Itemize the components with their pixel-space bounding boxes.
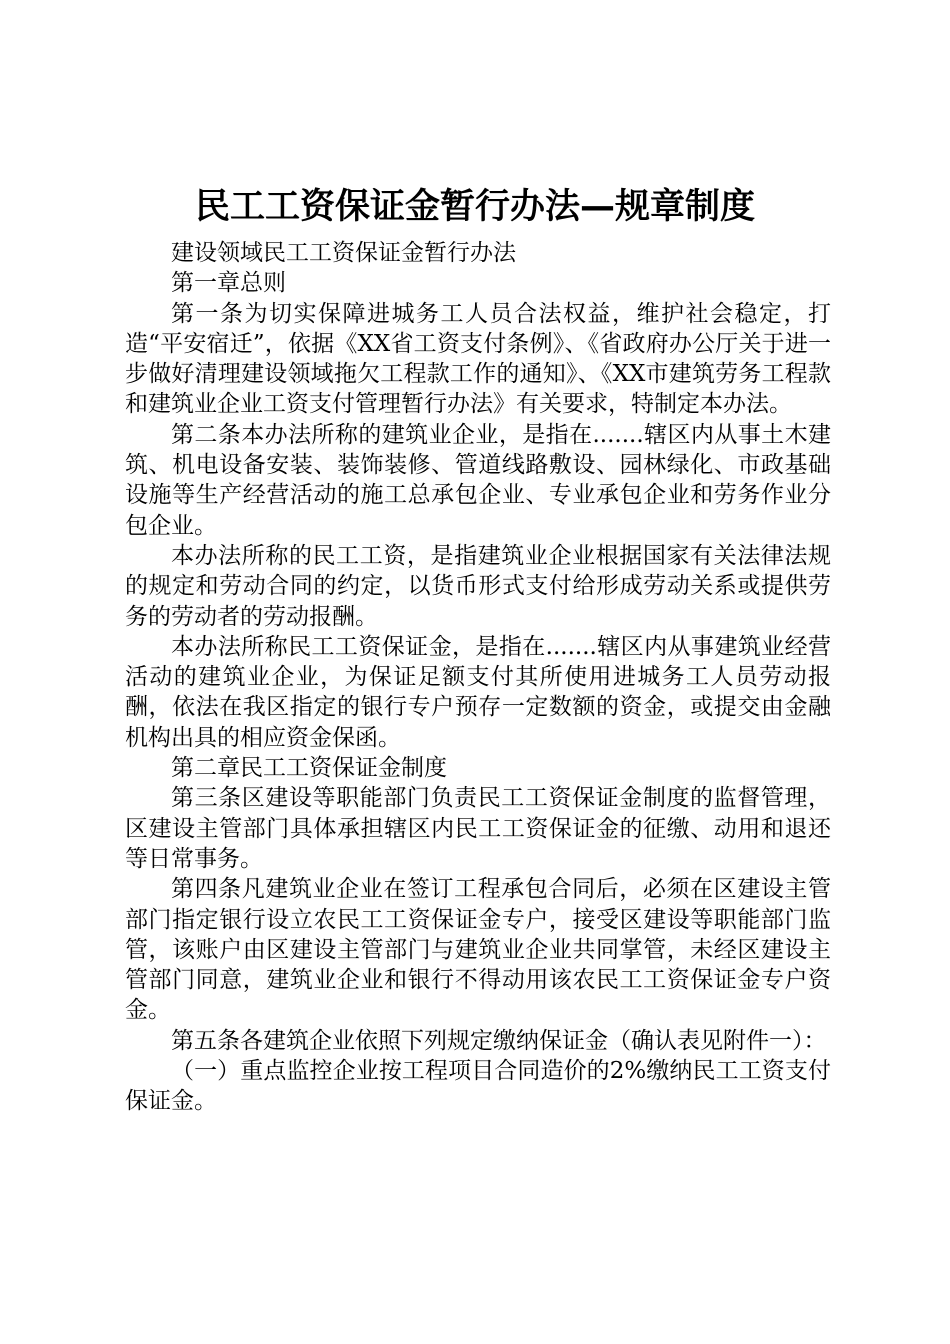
document-body <box>125 238 831 1117</box>
article-paragraph: 本办法所称的民工工资，是指建筑业企业根据国家有关法律法规的规定和劳动合同的约定，以货币形式支付给形成劳动关系或提供劳务的劳动者的劳动报酬。 <box>125 542 831 630</box>
chapter-heading: 第二章民工工资保证金制度 <box>171 755 447 782</box>
article-paragraph: 第三条区建设等职能部门负责民工工资保证金制度的监督管理，区建设主管部门具体承担辖区内民工工资保证金的征缴、动用和退还等日常事务。 <box>125 785 831 872</box>
chapter-heading: 第一章总则 <box>171 270 286 297</box>
subtitle-paragraph: 建设领域民工工资保证金暂行办法 <box>171 240 516 266</box>
document-title: 民工工资保证金暂行办法—规章制度 <box>194 187 755 227</box>
list-item-paragraph: （一）重点监控企业按工程项目合同造价的2%缴纳民工工资支付保证金。 <box>125 1058 831 1115</box>
article-paragraph: 第一条为切实保障进城务工人员合法权益，维护社会稳定，打造“平安宿迁”，依据《XX省工资支付条例》、《省政府办公厅关于进一步做好清理建设领域拖欠工程款工作的通知》、《XX市建筑劳务工程款和建筑业企业工资支付管理暂行办法》有关要求，特制定本办法。 <box>125 300 831 418</box>
article-paragraph: 本办法所称民工工资保证金，是指在.......辖区内从事建筑业经营活动的建筑业企业，为保证足额支付其所使用进城务工人员劳动报酬，依法在我区指定的银行专户预存一定数额的资金，或提交由金融机构出具的相应资金保函。 <box>125 633 831 751</box>
article-paragraph: 第四条凡建筑业企业在签订工程承包合同后，必须在区建设主管部门指定银行设立农民工工资保证金专户，接受区建设等职能部门监管，该账户由区建设主管部门与建筑业企业共同掌管，未经区建设主管部门同意，建筑业企业和银行不得动用该农民工工资保证金专户资金。 <box>125 876 831 1024</box>
article-paragraph: 第五条各建筑企业依照下列规定缴纳保证金（确认表见附件一）： <box>171 1027 827 1054</box>
article-paragraph: 第二条本办法所称的建筑业企业，是指在.......辖区内从事土木建筑、机电设备安装、装饰装修、管道线路敷设、园林绿化、市政基础设施等生产经营活动的施工总承包企业、专业承包企业和劳务作业分包企业。 <box>125 421 831 539</box>
